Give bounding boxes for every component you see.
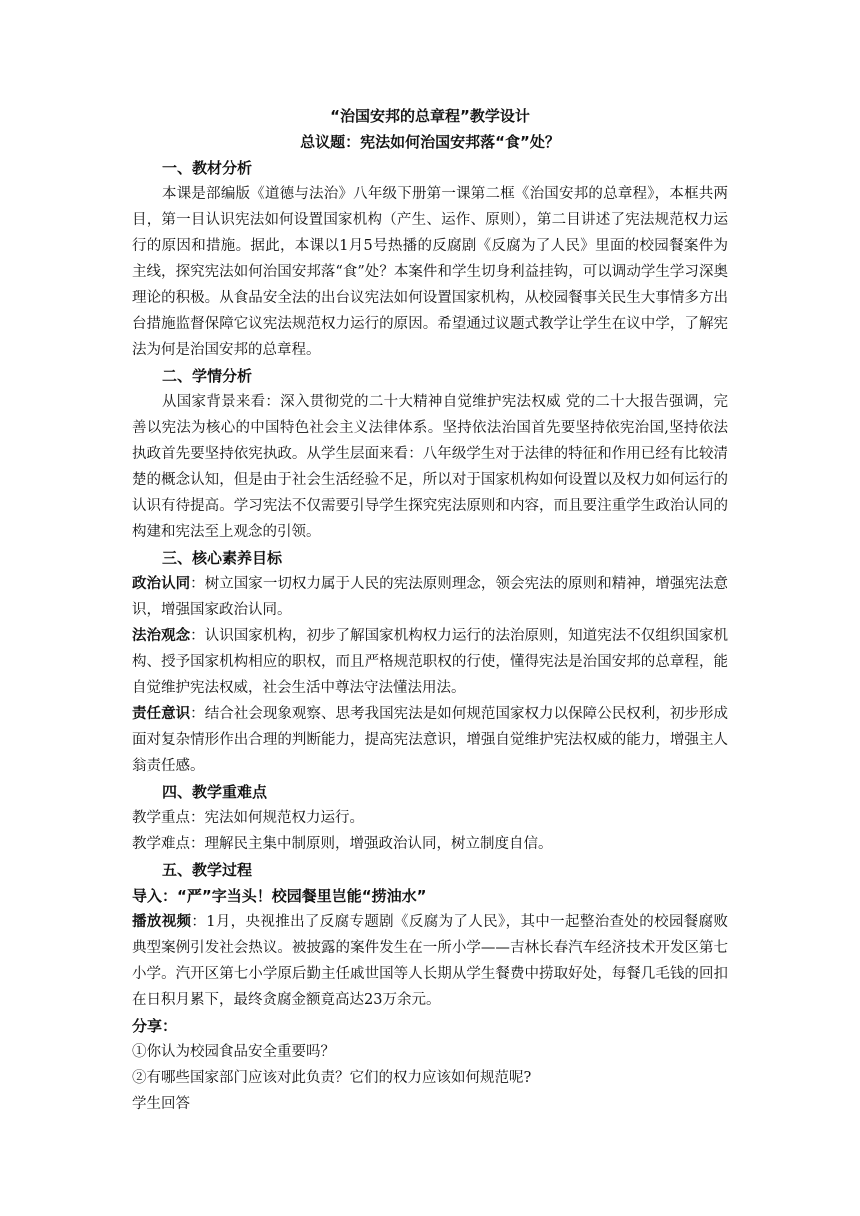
goal-label: 政治认同 xyxy=(132,576,191,592)
section-heading-core-goals: 三、核心素养目标 xyxy=(162,549,283,567)
teaching-key-point: 教学重点：宪法如何规范权力运行。 xyxy=(132,810,364,826)
section-heading-key-points: 四、教学重难点 xyxy=(162,783,268,801)
goal-responsibility xyxy=(132,701,728,779)
document-title: “治国安邦的总章程”教学设计 xyxy=(330,107,530,125)
student-answer: 学生回答 xyxy=(132,1096,190,1112)
goal-label: 法治观念 xyxy=(132,628,191,644)
goal-text: ：认识国家机构，初步了解国家机构权力运行的法治原则，知道宪法不仅组织国家机构、授予国家机构相应的职权，而且严格规范职权的行使，懂得宪法是治国安邦的总章程，能自觉维护宪法权威，社会生活中尊法守法懂法用法。 xyxy=(132,628,729,696)
document-subtitle: 总议题：宪法如何治国安邦落“食”处？ xyxy=(300,133,560,151)
video-label: 播放视频 xyxy=(132,914,192,930)
learner-analysis-paragraph: 从国家背景来看：深入贯彻党的二十大精神自觉维护宪法权威 党的二十大报告强调，完善以宪法为核心的中国特色社会主义法律体系。坚持依法治国首先要坚持依宪治国,坚持依法执政首先要坚持依宪执政。从学生层面来看：八年级学生对于法律的特征和作用已经有比较清楚的概念认知，但是由于社会生活经验不足，所以对于国家机构如何设置以及权力如何运行的认识有待提高。学习宪法不仅需要引导学生探究宪法原则和内容，而且要注重学生政治认同的构建和宪法至上观念的引领。 xyxy=(132,394,728,540)
goal-text: ：树立国家一切权力属于人民的宪法原则理念，领会宪法的原则和精神，增强宪法意识，增强国家政治认同。 xyxy=(132,576,729,618)
textbook-analysis-paragraph: 本课是部编版《道德与法治》八年级下册第一课第二框《治国安邦的总章程》，本框共两目，第一目认识宪法如何设置国家机构（产生、运作、原则），第二目讲述了宪法规范权力运行的原因和措施。据此，本课以1月5号热播的反腐剧《反腐为了人民》里面的校园餐案件为主线，探究宪法如何治国安邦落“食”处？本案件和学生切身利益挂钩，可以调动学生学习深奥理论的积极。从食品安全法的出台议宪法如何设置国家机构，从校园餐事关民生大事情多方出台措施监督保障它议宪法规范权力运行的原因。希望通过议题式教学让学生在议中学，了解宪法为何是治国安邦的总章程。 xyxy=(132,186,728,358)
goal-rule-of-law xyxy=(132,623,728,701)
document-page xyxy=(132,103,728,1117)
section-heading-teaching-process: 五、教学过程 xyxy=(162,861,253,879)
video-text: ：1月，央视推出了反腐专题剧《反腐为了人民》，其中一起整治查处的校园餐腐败典型案例引发社会热议。被披露的案件发生在一所小学——吉林长春汽车经济技术开发区第七小学。汽开区第七小学原后勤主任戚世国等人长期从学生餐费中捞取好处，每餐几毛钱的回扣在日积月累下，最终贪腐金额竟高达23万余元。 xyxy=(132,914,728,1008)
question-2: ②有哪些国家部门应该对此负责？它们的权力应该如何规范呢? xyxy=(132,1070,532,1086)
goal-text: ：结合社会现象观察、思考我国宪法是如何规范国家权力以保障公民权利，初步形成面对复杂情形作出合理的判断能力，提高宪法意识，增强自觉维护宪法权威的能力，增强主人翁责任感。 xyxy=(132,706,729,774)
video-paragraph xyxy=(132,909,728,1013)
goal-label: 责任意识 xyxy=(132,706,191,722)
question-1: ①你认为校园食品安全重要吗？ xyxy=(132,1044,335,1060)
lesson-intro: 导入：“严”字当头！校园餐里岂能“捞油水” xyxy=(132,887,427,905)
teaching-difficult-point: 教学难点：理解民主集中制原则，增强政治认同，树立制度自信。 xyxy=(132,836,553,852)
goal-political-identity xyxy=(132,571,728,623)
section-heading-learner-analysis: 二、学情分析 xyxy=(162,367,253,385)
section-heading-textbook-analysis: 一、教材分析 xyxy=(162,159,253,177)
share-label: 分享： xyxy=(132,1017,178,1035)
